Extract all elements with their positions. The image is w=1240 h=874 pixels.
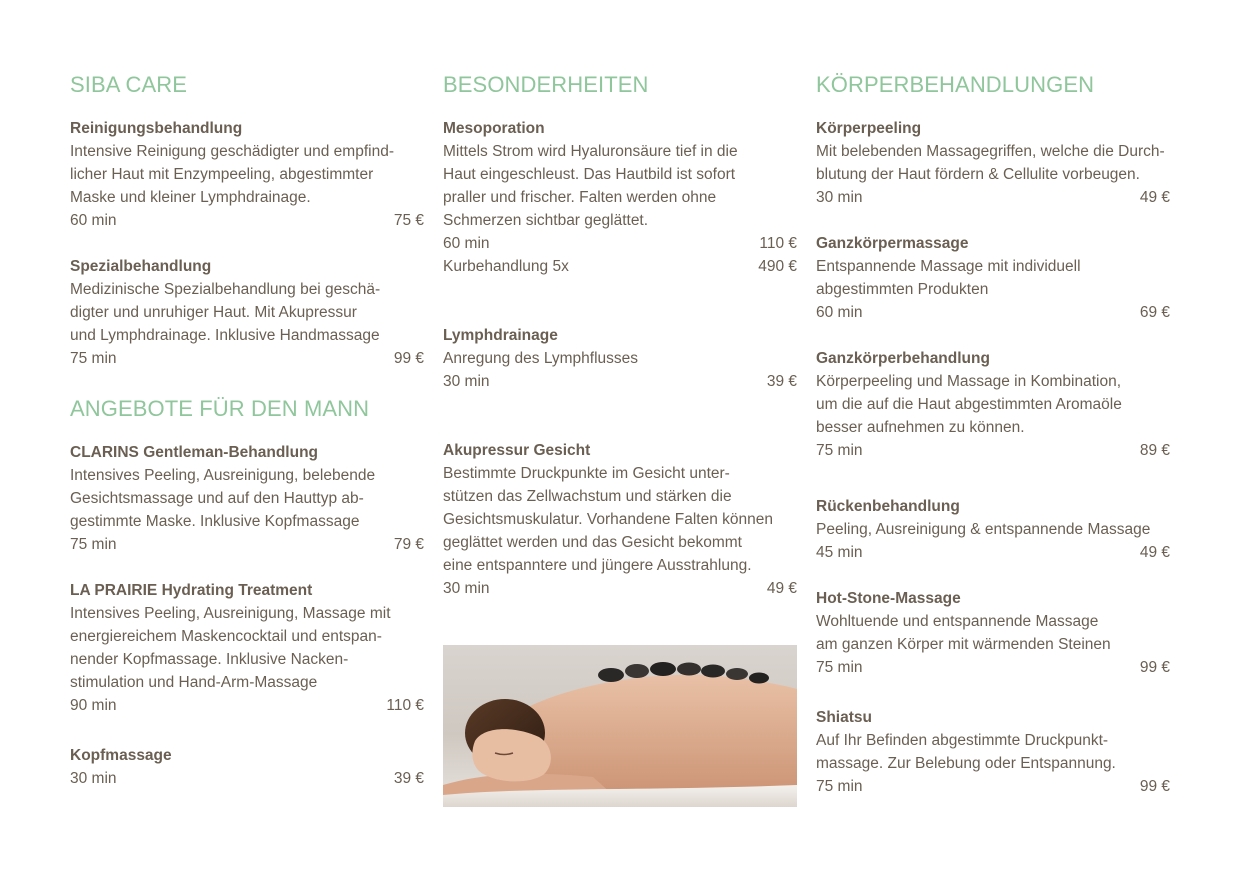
treatment-desc-line: Intensives Peeling, Ausreinigung, Massage mit xyxy=(70,605,391,622)
treatment-desc-line: digter und unruhiger Haut. Mit Akupressur xyxy=(70,304,357,321)
treatment-desc-line: stützen das Zellwachstum und stärken die xyxy=(443,488,732,505)
price-value: 49 € xyxy=(1139,544,1170,561)
treatment-item xyxy=(70,117,424,232)
price-row xyxy=(70,209,424,232)
duration-label: 30 min xyxy=(443,580,490,597)
treatment-desc-line: blutung der Haut fördern & Cellulite vorbeugen. xyxy=(816,166,1140,183)
duration-label: 75 min xyxy=(816,442,863,459)
treatment-desc-line: geglättet werden und das Gesicht bekommt xyxy=(443,534,742,551)
duration-label: 75 min xyxy=(816,659,863,676)
treatment-desc-line: massage. Zur Belebung oder Entspannung. xyxy=(816,755,1116,772)
treatment-desc-line: praller und frischer. Falten werden ohne xyxy=(443,189,717,206)
price-row xyxy=(443,255,797,278)
treatment-title: Mesoporation xyxy=(443,120,545,137)
price-value: 75 € xyxy=(393,212,424,229)
duration-label: 60 min xyxy=(816,304,863,321)
price-value: 39 € xyxy=(766,373,797,390)
treatment-desc-line: Peeling, Ausreinigung & entspannende Massage xyxy=(816,521,1151,538)
treatment-desc-line: um die auf die Haut abgestimmten Aromaöle xyxy=(816,396,1122,413)
price-row xyxy=(816,439,1170,462)
treatment-desc-line: Anregung des Lymphflusses xyxy=(443,350,639,367)
treatment-title: CLARINS Gentleman-Behandlung xyxy=(70,444,319,461)
treatment-title: Reinigungsbehandlung xyxy=(70,120,243,137)
treatment-desc-line: nender Kopfmassage. Inklusive Nacken- xyxy=(70,651,349,668)
treatment-item xyxy=(443,117,797,278)
price-value: 110 € xyxy=(386,697,424,714)
treatment-item xyxy=(443,324,797,393)
treatment-desc-line: und Lymphdrainage. Inklusive Handmassage xyxy=(70,327,380,344)
treatment-desc-line: Auf Ihr Befinden abgestimmte Druckpunkt- xyxy=(816,732,1109,749)
price-row xyxy=(816,656,1170,679)
price-row xyxy=(816,301,1170,324)
treatment-title: Lymphdrainage xyxy=(443,327,558,344)
treatment-desc-line: am ganzen Körper mit wärmenden Steinen xyxy=(816,636,1111,653)
duration-label: 60 min xyxy=(70,212,117,229)
hot-stone-massage-photo xyxy=(443,645,797,807)
treatment-desc-line: gestimmte Maske. Inklusive Kopfmassage xyxy=(70,513,360,530)
treatment-desc-line: Körperpeeling und Massage in Kombination, xyxy=(816,373,1122,390)
treatment-desc-line: Mit belebenden Massagegriffen, welche die Durch- xyxy=(816,143,1165,160)
price-row xyxy=(443,370,797,393)
column-koerperbehandlungen xyxy=(816,70,1170,798)
treatment-item xyxy=(816,706,1170,798)
treatment-desc-line: Intensive Reinigung geschädigter und empfind- xyxy=(70,143,394,160)
treatment-desc-line: licher Haut mit Enzympeeling, abgestimmter xyxy=(70,166,374,183)
price-value: 99 € xyxy=(393,350,424,367)
treatment-desc-line: Mittels Strom wird Hyaluronsäure tief in die xyxy=(443,143,738,160)
treatment-item xyxy=(70,579,424,717)
treatment-title: Ganzkörpermassage xyxy=(816,235,969,252)
treatment-desc-line: stimulation und Hand-Arm-Massage xyxy=(70,674,318,691)
price-row xyxy=(816,541,1170,564)
treatment-item xyxy=(443,439,797,600)
price-value: 490 € xyxy=(758,258,797,275)
treatment-desc-line: Bestimmte Druckpunkte im Gesicht unter- xyxy=(443,465,730,482)
column-besonderheiten xyxy=(443,70,797,807)
duration-label: 75 min xyxy=(70,536,117,553)
treatment-item xyxy=(816,347,1170,462)
price-value: 99 € xyxy=(1139,778,1170,795)
treatment-desc-line: Wohltuende und entspannende Massage xyxy=(816,613,1099,630)
treatment-desc-line: energiereichem Maskencocktail und entspan- xyxy=(70,628,382,645)
treatment-desc-line: besser aufnehmen zu können. xyxy=(816,419,1025,436)
treatment-title: Körperpeeling xyxy=(816,120,922,137)
price-row xyxy=(70,767,424,790)
price-row xyxy=(70,347,424,370)
treatment-desc-line: Intensives Peeling, Ausreinigung, belebende xyxy=(70,467,376,484)
section-title-koerperbehandlungen: KÖRPERBEHANDLUNGEN xyxy=(816,72,1095,97)
package-label: Kurbehandlung 5x xyxy=(443,258,569,275)
duration-label: 30 min xyxy=(70,770,117,787)
treatment-title: Spezialbehandlung xyxy=(70,258,212,275)
price-value: 110 € xyxy=(759,235,797,252)
treatment-item xyxy=(816,587,1170,679)
price-value: 79 € xyxy=(393,536,424,553)
duration-label: 45 min xyxy=(816,544,863,561)
treatment-item xyxy=(816,232,1170,324)
section-title-besonderheiten: BESONDERHEITEN xyxy=(443,72,649,97)
treatment-desc-line: Entspannende Massage mit individuell xyxy=(816,258,1081,275)
treatment-desc-line: Gesichtsmassage und auf den Hauttyp ab- xyxy=(70,490,364,507)
price-value: 49 € xyxy=(766,580,797,597)
price-row xyxy=(443,232,797,255)
price-row xyxy=(70,694,424,717)
price-row xyxy=(70,533,424,556)
price-value: 89 € xyxy=(1139,442,1170,459)
section-title-angebote-mann: ANGEBOTE FÜR DEN MANN xyxy=(70,396,370,421)
treatment-desc-line: abgestimmten Produkten xyxy=(816,281,989,298)
treatment-title: Rückenbehandlung xyxy=(816,498,960,515)
treatment-title: Shiatsu xyxy=(816,709,872,726)
treatment-item xyxy=(70,744,424,790)
duration-label: 60 min xyxy=(443,235,490,252)
price-value: 69 € xyxy=(1139,304,1170,321)
treatment-title: Ganzkörperbehandlung xyxy=(816,350,990,367)
treatment-desc-line: Schmerzen sichtbar geglättet. xyxy=(443,212,649,229)
treatment-title: Kopfmassage xyxy=(70,747,172,764)
treatment-item xyxy=(70,255,424,370)
price-row xyxy=(816,775,1170,798)
treatment-item xyxy=(816,117,1170,209)
treatment-item xyxy=(70,441,424,556)
treatment-desc-line: Medizinische Spezialbehandlung bei geschä- xyxy=(70,281,381,298)
price-value: 39 € xyxy=(393,770,424,787)
duration-label: 30 min xyxy=(816,189,863,206)
price-value: 49 € xyxy=(1139,189,1170,206)
price-value: 99 € xyxy=(1139,659,1170,676)
treatment-title: Akupressur Gesicht xyxy=(443,442,591,459)
duration-label: 75 min xyxy=(816,778,863,795)
price-row xyxy=(443,577,797,600)
treatment-item xyxy=(816,495,1170,564)
treatment-desc-line: Haut eingeschleust. Das Hautbild ist sofort xyxy=(443,166,736,183)
column-siba-care xyxy=(70,70,424,790)
treatment-title: Hot-Stone-Massage xyxy=(816,590,961,607)
treatment-desc-line: Maske und kleiner Lymphdrainage. xyxy=(70,189,311,206)
treatment-title: LA PRAIRIE Hydrating Treatment xyxy=(70,582,313,599)
treatment-desc-line: Gesichtsmuskulatur. Vorhandene Falten können xyxy=(443,511,774,528)
duration-label: 90 min xyxy=(70,697,117,714)
duration-label: 30 min xyxy=(443,373,490,390)
price-row xyxy=(816,186,1170,209)
duration-label: 75 min xyxy=(70,350,117,367)
treatment-desc-line: eine entspanntere und jüngere Ausstrahlung. xyxy=(443,557,752,574)
section-title-siba-care: SIBA CARE xyxy=(70,72,188,97)
